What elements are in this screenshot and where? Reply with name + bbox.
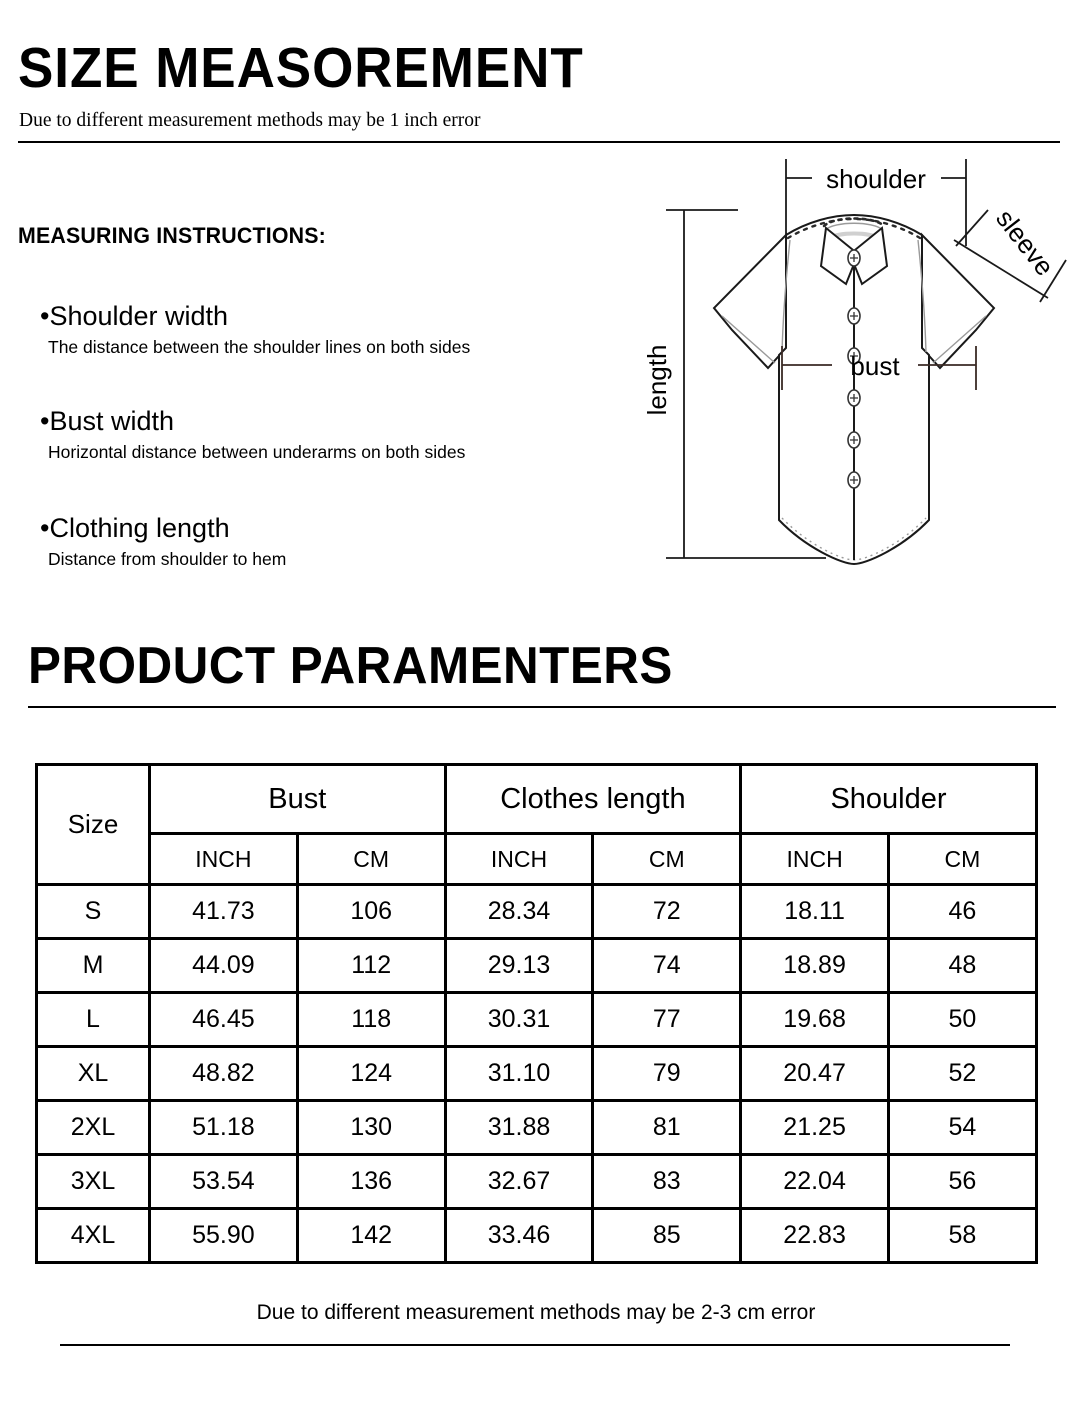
cell-length-inch: 28.34 <box>445 885 593 939</box>
cell-size: S <box>37 885 150 939</box>
cell-shoulder-cm: 46 <box>888 885 1036 939</box>
cell-length-inch: 30.31 <box>445 993 593 1047</box>
cell-length-inch: 32.67 <box>445 1155 593 1209</box>
cell-shoulder-inch: 22.04 <box>741 1155 889 1209</box>
table-head <box>37 765 1037 885</box>
divider-top <box>18 141 1060 143</box>
footer-note: Due to different measurement methods may be 2-3 cm error <box>256 1301 816 1324</box>
cell-size: XL <box>37 1047 150 1101</box>
cell-size: 3XL <box>37 1155 150 1209</box>
cell-bust-cm: 130 <box>297 1101 445 1155</box>
cell-bust-cm: 112 <box>297 939 445 993</box>
table-header-length-cm: CM <box>593 834 741 885</box>
cell-shoulder-inch: 22.83 <box>741 1209 889 1263</box>
cell-shoulder-inch: 20.47 <box>741 1047 889 1101</box>
cell-length-cm: 85 <box>593 1209 741 1263</box>
diagram-label-bust: bust <box>850 351 900 381</box>
bullet-glyph: • <box>40 513 50 543</box>
page-title: SIZE MEASOREMENT <box>18 36 584 100</box>
cell-bust-cm: 142 <box>297 1209 445 1263</box>
cell-shoulder-cm: 58 <box>888 1209 1036 1263</box>
cell-length-inch: 31.10 <box>445 1047 593 1101</box>
instruction-item-clothing-length <box>40 512 286 570</box>
cell-size: M <box>37 939 150 993</box>
instruction-title-text: Clothing length <box>49 513 230 543</box>
shirt-right-sleeve <box>922 235 994 368</box>
instruction-description: The distance between the shoulder lines on both sides <box>48 337 471 357</box>
table-row <box>37 1209 1037 1263</box>
section-title-parameters: PRODUCT PARAMENTERS <box>28 637 673 695</box>
instruction-title <box>40 512 286 544</box>
cell-length-inch: 31.88 <box>445 1101 593 1155</box>
cell-shoulder-cm: 54 <box>888 1101 1036 1155</box>
cell-bust-inch: 53.54 <box>150 1155 298 1209</box>
table-row <box>37 993 1037 1047</box>
instruction-title-text: Bust width <box>49 406 175 436</box>
cell-shoulder-cm: 50 <box>888 993 1036 1047</box>
cell-bust-cm: 118 <box>297 993 445 1047</box>
instruction-description: Distance from shoulder to hem <box>48 549 287 569</box>
table-header-bust-inch: INCH <box>150 834 298 885</box>
instruction-item-shoulder-width <box>40 300 470 358</box>
page-subtitle: Due to different measurement methods may be 1 inch error <box>19 110 481 131</box>
table-header-clothes-length: Clothes length <box>445 765 741 834</box>
cell-bust-cm: 106 <box>297 885 445 939</box>
diagram-label-sleeve: sleeve <box>990 203 1061 282</box>
bullet-glyph: • <box>40 406 50 436</box>
table-row <box>37 885 1037 939</box>
table-row <box>37 939 1037 993</box>
cell-shoulder-inch: 18.11 <box>741 885 889 939</box>
table-header-shoulder-inch: INCH <box>741 834 889 885</box>
cell-shoulder-inch: 21.25 <box>741 1101 889 1155</box>
cell-shoulder-cm: 56 <box>888 1155 1036 1209</box>
cell-length-cm: 83 <box>593 1155 741 1209</box>
table-row <box>37 1047 1037 1101</box>
cell-length-cm: 77 <box>593 993 741 1047</box>
cell-bust-inch: 51.18 <box>150 1101 298 1155</box>
cell-length-cm: 81 <box>593 1101 741 1155</box>
table-header-size: Size <box>37 765 150 885</box>
cell-bust-inch: 55.90 <box>150 1209 298 1263</box>
table-header-bust-cm: CM <box>297 834 445 885</box>
shirt-measurement-diagram <box>636 150 1072 570</box>
cell-length-inch: 33.46 <box>445 1209 593 1263</box>
instruction-title <box>40 300 470 332</box>
cell-bust-inch: 41.73 <box>150 885 298 939</box>
cell-length-cm: 79 <box>593 1047 741 1101</box>
table-row <box>37 1155 1037 1209</box>
size-chart-table <box>35 763 1038 1264</box>
instruction-item-bust-width <box>40 405 465 463</box>
cell-bust-cm: 124 <box>297 1047 445 1101</box>
divider-parameters <box>28 706 1056 708</box>
cell-length-inch: 29.13 <box>445 939 593 993</box>
diagram-label-length: length <box>642 344 672 416</box>
table-unit-header-row <box>37 834 1037 885</box>
cell-bust-inch: 46.45 <box>150 993 298 1047</box>
table-group-header-row <box>37 765 1037 834</box>
instruction-title-text: Shoulder width <box>49 301 229 331</box>
instruction-title <box>40 405 465 437</box>
cell-length-cm: 72 <box>593 885 741 939</box>
cell-bust-inch: 44.09 <box>150 939 298 993</box>
cell-length-cm: 74 <box>593 939 741 993</box>
table-header-shoulder-cm: CM <box>888 834 1036 885</box>
cell-size: 2XL <box>37 1101 150 1155</box>
instruction-description: Horizontal distance between underarms on both sides <box>48 442 466 462</box>
cell-shoulder-inch: 18.89 <box>741 939 889 993</box>
cell-bust-inch: 48.82 <box>150 1047 298 1101</box>
table-row <box>37 1101 1037 1155</box>
cell-shoulder-cm: 52 <box>888 1047 1036 1101</box>
shirt-left-sleeve <box>714 235 786 368</box>
diagram-label-shoulder: shoulder <box>826 164 926 194</box>
table-header-shoulder: Shoulder <box>741 765 1037 834</box>
divider-bottom <box>60 1344 1010 1346</box>
table-body <box>37 885 1037 1263</box>
cell-shoulder-inch: 19.68 <box>741 993 889 1047</box>
cell-size: 4XL <box>37 1209 150 1263</box>
cell-bust-cm: 136 <box>297 1155 445 1209</box>
cell-shoulder-cm: 48 <box>888 939 1036 993</box>
bullet-glyph: • <box>40 301 50 331</box>
table-header-length-inch: INCH <box>445 834 593 885</box>
table-header-bust: Bust <box>150 765 446 834</box>
instructions-heading: MEASURING INSTRUCTIONS: <box>18 223 326 248</box>
cell-size: L <box>37 993 150 1047</box>
